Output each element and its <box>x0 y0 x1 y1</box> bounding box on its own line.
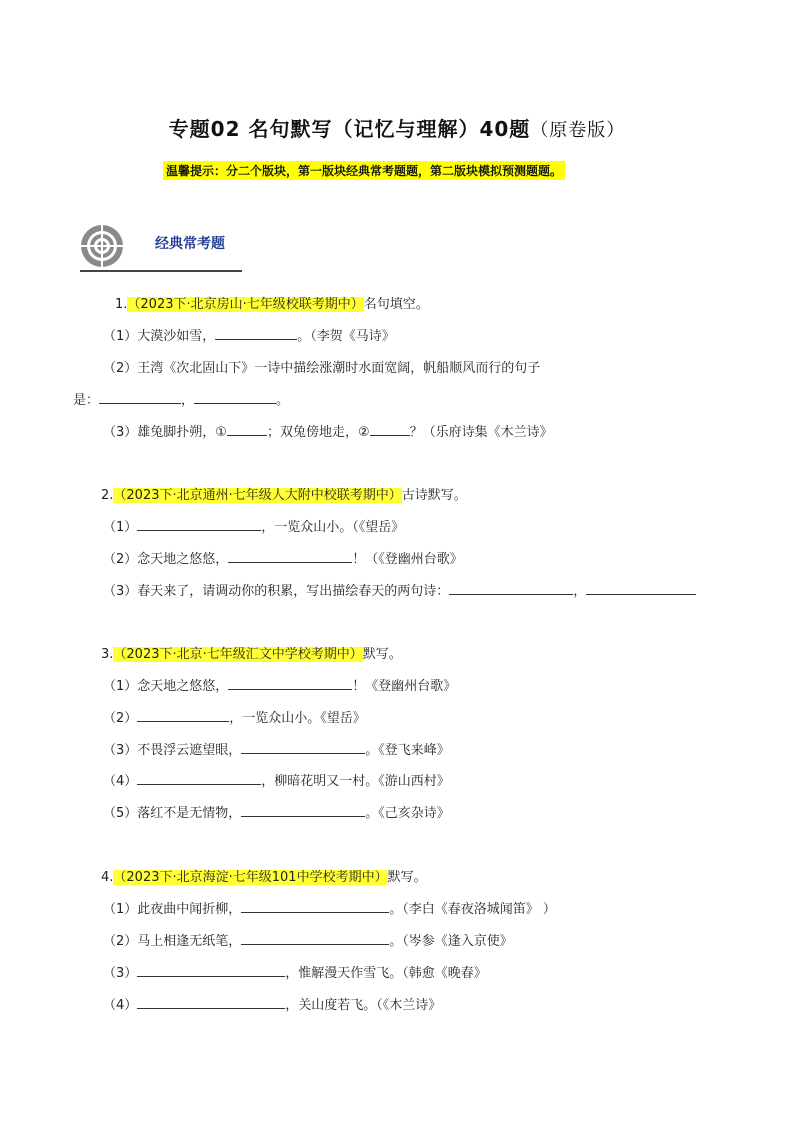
q1-line-3 <box>73 389 289 408</box>
answer-blank[interactable] <box>227 421 267 436</box>
question-task: 默写。 <box>387 870 427 885</box>
q3-line-3 <box>103 739 450 758</box>
question-source: （2023下·北京通州·七年级人大附中校联考期中） <box>113 488 402 503</box>
line-text: ？（乐府诗集《木兰诗》 <box>409 425 553 440</box>
answer-blank[interactable] <box>586 580 696 595</box>
question-3-heading <box>101 643 402 662</box>
line-text: ，关山度若飞。（《木兰诗》 <box>285 998 442 1013</box>
line-text: （3）春天来了，请调动你的积累，写出描绘春天的两句诗： <box>103 584 450 599</box>
q4-line-2 <box>103 930 513 949</box>
line-text: （4） <box>103 998 138 1013</box>
answer-blank[interactable] <box>215 325 297 340</box>
question-task: 古诗默写。 <box>401 488 467 503</box>
question-number: 4. <box>101 870 114 885</box>
answer-blank[interactable] <box>370 421 410 436</box>
answer-blank[interactable] <box>137 770 261 785</box>
question-source: （2023下·北京·七年级汇文中学校考期中） <box>113 647 363 662</box>
answer-blank[interactable] <box>137 516 261 531</box>
line-text: 。（岑参《逢入京使》 <box>389 934 513 949</box>
line-text: （4） <box>103 774 138 789</box>
q2-line-1 <box>103 516 404 535</box>
section-divider <box>80 270 242 272</box>
line-text: ；双兔傍地走，② <box>266 425 370 440</box>
line-text: ！《登幽州台歌》 <box>352 679 457 694</box>
line-text: ！（《登幽州台歌》 <box>352 552 463 567</box>
answer-blank[interactable] <box>241 802 365 817</box>
line-text: 。（李白《春夜洛城闻笛》 ） <box>389 902 556 917</box>
line-text: （2）念天地之悠悠， <box>103 552 229 567</box>
q1-line-1 <box>103 325 395 344</box>
line-text: ， <box>573 584 587 599</box>
line-text: （3）不畏浮云遮望眼， <box>103 743 242 758</box>
q3-line-5 <box>103 802 450 821</box>
answer-blank[interactable] <box>241 898 389 913</box>
q4-line-4 <box>103 994 441 1013</box>
line-text: （3） <box>103 966 138 981</box>
title-version: （原卷版） <box>530 120 626 141</box>
q1-line-2: （2）王湾《次北固山下》一诗中描绘涨潮时水面宽阔，帆船顺风而行的句子 <box>103 361 541 376</box>
title-main: 专题02 名句默写（记忆与理解）40题 <box>168 117 531 141</box>
target-icon <box>80 224 124 268</box>
line-text: （2）马上相逢无纸笔， <box>103 934 242 949</box>
line-text: 。《登飞来峰》 <box>365 743 450 758</box>
q2-line-3 <box>103 580 696 599</box>
line-text: （3）雄兔脚扑朔，① <box>103 425 227 440</box>
answer-blank[interactable] <box>99 389 181 404</box>
line-text: ，柳暗花明又一村。《游山西村》 <box>261 774 450 789</box>
line-text: ，惟解漫天作雪飞。（韩愈《晚春》 <box>285 966 487 981</box>
line-text: （1）大漠沙如雪， <box>103 329 216 344</box>
answer-blank[interactable] <box>137 994 285 1009</box>
q3-line-1 <box>103 675 456 694</box>
q1-line-4 <box>103 421 553 440</box>
answer-blank[interactable] <box>137 707 229 722</box>
line-text: ， <box>181 393 195 408</box>
q4-line-1 <box>103 898 556 917</box>
section-title: 经典常考题 <box>155 236 225 252</box>
answer-blank[interactable] <box>228 548 352 563</box>
q3-line-4 <box>103 770 450 789</box>
tip-banner: 温馨提示：分二个版块，第一版块经典常考题题，第二版块模拟预测题题。 <box>163 161 565 180</box>
line-text: （5）落红不是无情物， <box>103 806 242 821</box>
answer-blank[interactable] <box>194 389 276 404</box>
page-title <box>0 113 794 142</box>
answer-blank[interactable] <box>449 580 573 595</box>
line-text: （1）此夜曲中闻折柳， <box>103 902 242 917</box>
line-text: ，一览众山小。《望岳》 <box>229 711 366 726</box>
line-text: （2） <box>103 711 138 726</box>
line-text: （1） <box>103 520 138 535</box>
line-text: （1）念天地之悠悠， <box>103 679 229 694</box>
question-task: 名句填空。 <box>363 297 429 312</box>
question-2-heading <box>101 484 467 503</box>
question-number: 1. <box>115 297 128 312</box>
q4-line-3 <box>103 962 487 981</box>
q2-line-2 <box>103 548 463 567</box>
answer-blank[interactable] <box>241 739 365 754</box>
answer-blank[interactable] <box>137 962 285 977</box>
question-source: （2023下·北京房山·七年级校联考期中） <box>127 297 364 312</box>
answer-blank[interactable] <box>241 930 389 945</box>
question-task: 默写。 <box>362 647 402 662</box>
question-4-heading <box>101 866 427 885</box>
answer-blank[interactable] <box>228 675 352 690</box>
question-number: 3. <box>101 647 114 662</box>
line-text: 。 <box>276 393 290 408</box>
q3-line-2 <box>103 707 366 726</box>
question-source: （2023下·北京海淀·七年级101中学校考期中） <box>113 870 388 885</box>
line-text: 是： <box>73 393 100 408</box>
line-text: 。《己亥杂诗》 <box>365 806 450 821</box>
question-number: 2. <box>101 488 114 503</box>
question-1-heading <box>115 293 429 312</box>
line-text: 。（李贺《马诗》 <box>297 329 395 344</box>
line-text: ，一览众山小。（《望岳》 <box>261 520 405 535</box>
